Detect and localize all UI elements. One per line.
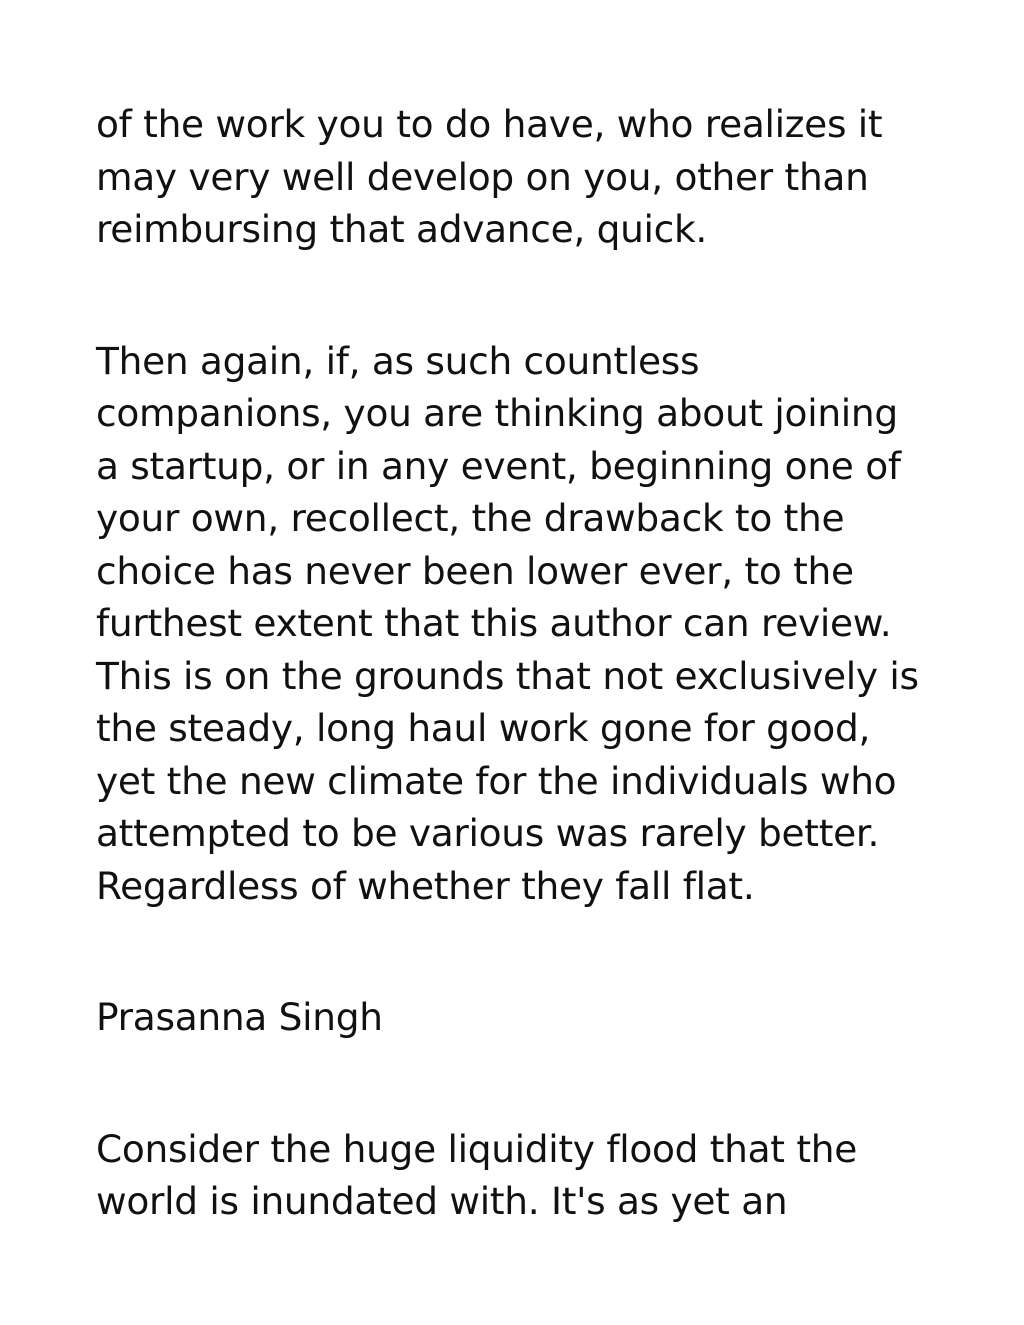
paragraph-2-line: choice has never been lower ever, to the: [96, 548, 854, 593]
paragraph-3-line: world is inundated with. It's as yet an: [96, 1179, 788, 1223]
paragraph-1-line: may very well develop on you, other than: [96, 154, 869, 199]
paragraph-3-line: Consider the huge liquidity flood that the: [96, 1126, 857, 1171]
paragraph-2-line: Regardless of whether they fall flat.: [96, 863, 755, 908]
paragraph-2-line: This is on the grounds that not exclusively is: [96, 653, 919, 698]
paragraph-3: [96, 1123, 956, 1228]
author-name: Prasanna Singh: [96, 995, 383, 1039]
paragraph-2: [96, 335, 956, 913]
paragraph-2-line: your own, recollect, the drawback to the: [96, 496, 845, 540]
paragraph-2-line: yet the new climate for the individuals who: [96, 758, 897, 803]
document-page: [96, 98, 956, 1228]
paragraph-spacer: [96, 256, 956, 335]
paragraph-2-line: the steady, long haul work gone for good,: [96, 706, 871, 750]
paragraph-2-line: Then again, if, as such countless: [96, 338, 700, 383]
author-byline: [96, 991, 956, 1044]
paragraph-2-line: furthest extent that this author can review.: [96, 601, 892, 645]
paragraph-1: [96, 98, 956, 256]
paragraph-1-line: of the work you to do have, who realizes it: [96, 102, 883, 146]
paragraph-spacer: [96, 1044, 956, 1123]
paragraph-spacer: [96, 912, 956, 991]
paragraph-1-line: reimbursing that advance, quick.: [96, 207, 708, 251]
paragraph-2-line: companions, you are thinking about joining: [96, 391, 898, 435]
paragraph-2-line: attempted to be various was rarely better.: [96, 811, 880, 855]
paragraph-2-line: a startup, or in any event, beginning one of: [96, 443, 901, 488]
